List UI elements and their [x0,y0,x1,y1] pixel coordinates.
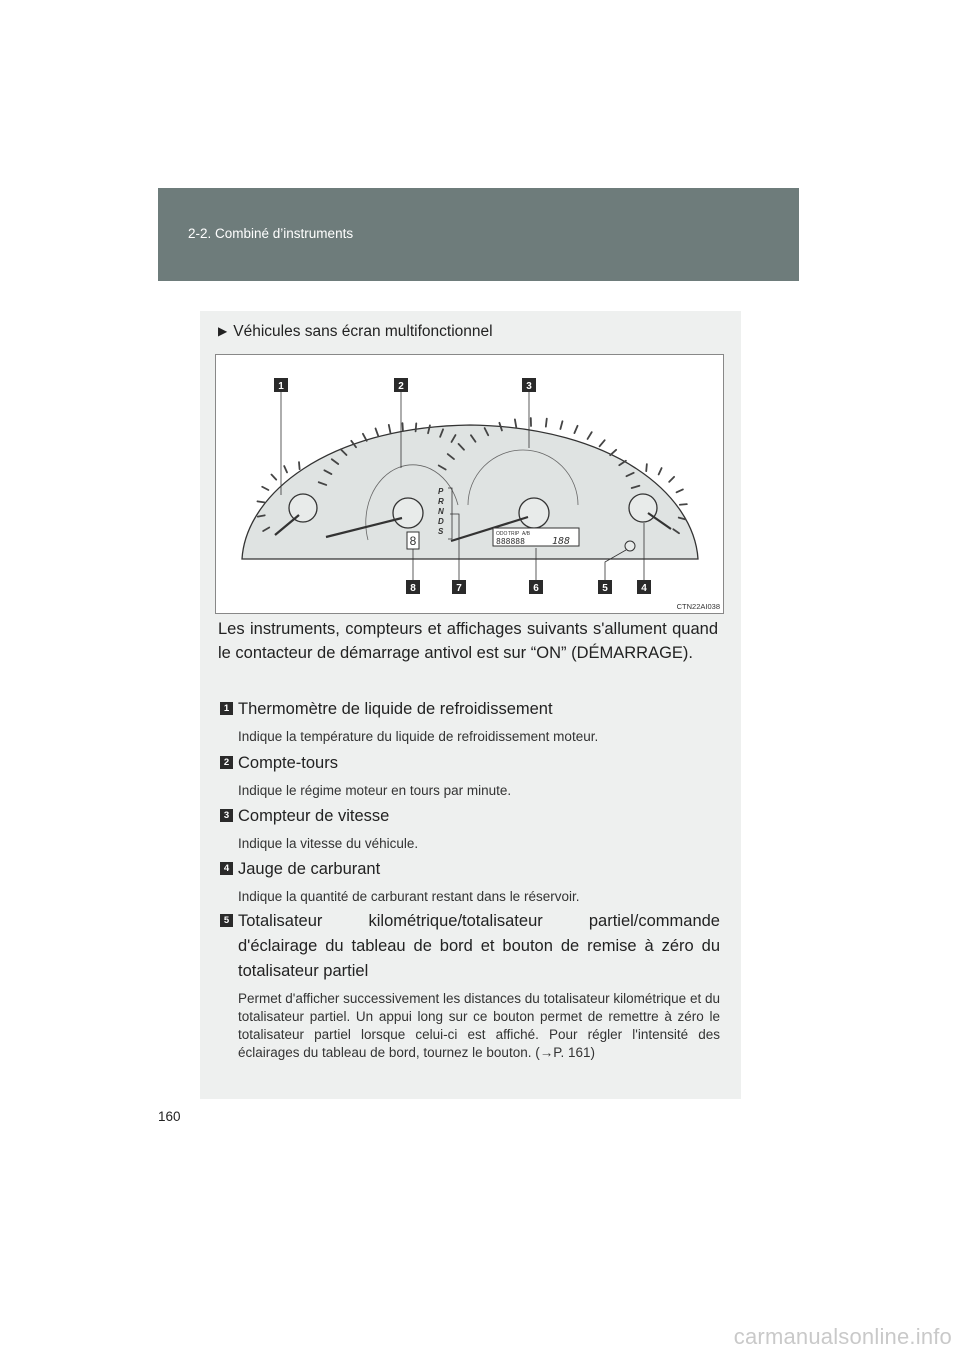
callout-number: 5 [602,583,608,594]
chapter-title: 2-2. Combiné d’instruments [188,226,354,241]
gear-letter: P [438,487,444,496]
fuel-gauge-hub [629,494,657,522]
callout-number: 8 [410,583,416,594]
callout-number: 4 [641,583,647,594]
item-title: Totalisateur kilométrique/totalisateur partiel/commande d'éclairage du tableau de bord et bouton de remise à zéro du totalisateur partiel [238,912,720,980]
dial-tick [560,421,562,429]
content-panel [200,311,741,1099]
item-title: Compte-tours [238,754,338,772]
item-description: Indique la quantité de carburant restant dans le réservoir. [238,889,580,904]
figure-code: CTN22AI038 [676,602,720,611]
item-badge: 4 [220,862,233,875]
watermark: carmanualsonline.info [733,1324,952,1349]
dial-tick [262,487,268,490]
callout-number: 2 [398,381,404,392]
svg-text:888888: 888888 [496,537,525,546]
callout-number: 6 [533,583,539,594]
item-description: Permet d'afficher successivement les distances du totalisateur kilométrique et du totalisateur partiel. Un appui long sur ce bouton permet de remettre à zéro le totalisateur partiel lorsque celui-ci est affiché. Pour régler l'intensité des éclairages du tableau de bord, tournez le bouton. (→P. 161) [238,991,720,1060]
item-badge: 5 [220,914,233,927]
item-3 [220,804,720,853]
callout-number: 7 [456,583,462,594]
display-trip-label: TRIP [508,531,520,537]
gear-position-indicator [438,487,444,536]
instrument-cluster-illustration [216,355,723,613]
item-2 [220,751,720,800]
temperature-gauge-hub [289,494,317,522]
triangle-right-icon: ▶ [218,324,228,338]
intro-paragraph: Les instruments, compteurs et affichages suivants s'allument quand le contacteur de démarrage antivol est sur “ON” (DÉMARRAGE). [218,620,718,662]
dial-tick [515,419,516,427]
dial-tick [416,423,417,431]
callout-number: 1 [278,381,284,392]
item-title: Jauge de carburant [238,860,381,878]
tachometer-hub [393,498,423,528]
trip-reset-knob [625,541,635,551]
dial-tick [588,432,592,439]
dial-tick [610,450,616,455]
item-description: Indique le régime moteur en tours par minute. [238,783,512,798]
gear-letter: N [438,507,444,516]
dial-tick [299,462,300,469]
svg-text:8: 8 [409,534,417,548]
dial-tick [680,504,687,505]
page-number: 160 [158,1109,181,1124]
item-title: Thermomètre de liquide de refroidissement [238,700,553,718]
speedometer-hub [519,498,549,528]
gear-letter: S [438,527,444,536]
dial-tick [646,464,647,471]
cluster-housing [242,425,698,559]
callout-number: 3 [526,381,532,392]
item-description: Indique la vitesse du véhicule. [238,836,419,851]
dial-tick [363,434,367,441]
item-5 [220,909,720,1062]
dial-tick [677,489,683,492]
dial-tick [574,426,577,433]
dial-tick [669,477,674,482]
dial-tick [600,440,605,446]
display-ab-label: A/B [522,531,531,537]
section-heading [218,323,493,341]
gear-letter: D [438,517,444,526]
svg-text:188: 188 [552,536,571,547]
instrument-cluster-figure [215,354,724,614]
dial-tick [284,466,287,472]
item-4 [220,857,720,906]
display-odo-label: ODO [496,531,508,537]
dial-tick [389,425,391,433]
dial-tick [257,501,264,502]
item-badge: 2 [220,756,233,769]
item-badge: 3 [220,809,233,822]
item-1 [220,697,720,746]
chapter-header [158,188,799,281]
item-title: Compteur de vitesse [238,807,390,825]
dial-tick [546,419,547,427]
item-description: Indique la température du liquide de refroidissement moteur. [238,729,599,744]
section-heading-text: Véhicules sans écran multifonctionnel [233,323,493,340]
dial-tick [271,475,276,480]
gear-letter: R [438,497,444,506]
item-badge: 1 [220,702,233,715]
dial-tick [376,428,379,436]
dial-tick [659,468,662,474]
